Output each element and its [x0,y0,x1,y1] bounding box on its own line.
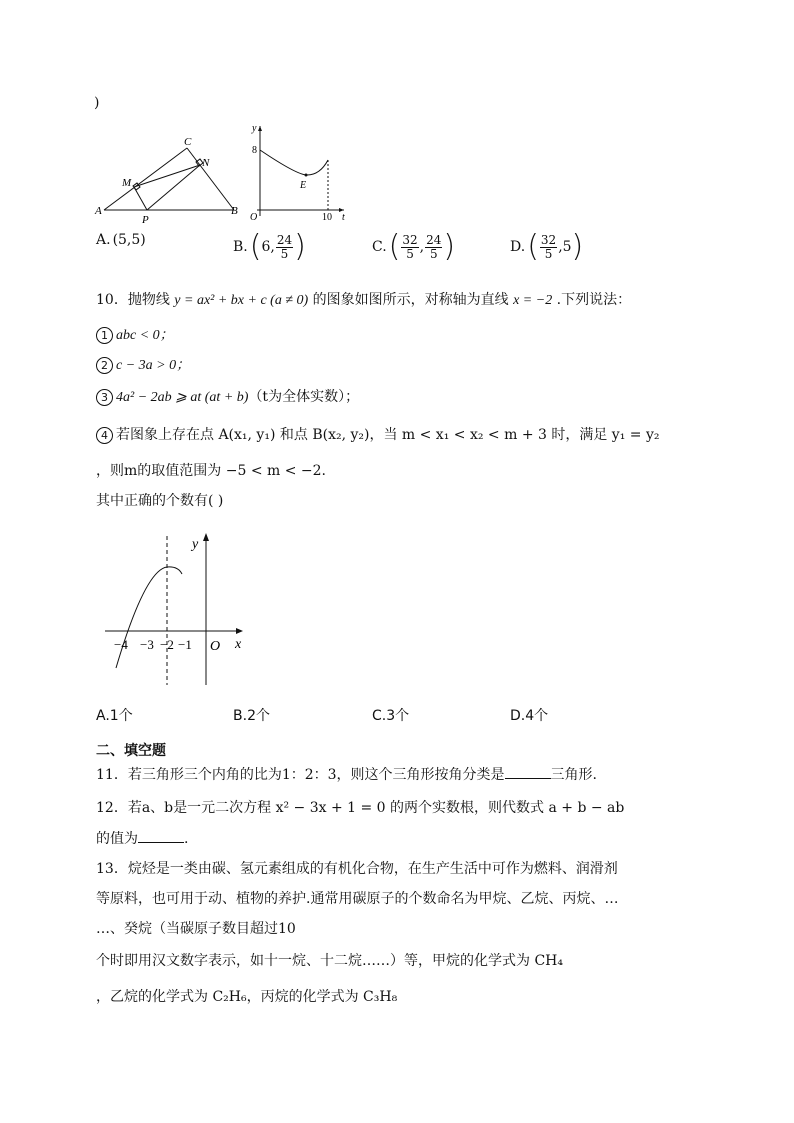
triangle-figure [92,120,362,230]
q11: 11．若三角形三个内角的比为1：2：3，则这个三角形按角分类是 三角形. [96,764,597,784]
q10-option-d[interactable]: D.4个 [510,708,549,724]
label-E: E [300,180,307,191]
graph-t-label: t [342,212,345,223]
q11-blank[interactable] [505,764,551,779]
parabola-y-label: y [192,537,199,552]
parabola-tick-neg4: −4 [114,637,128,652]
q10-item-1: 1 abc < 0； [96,324,174,344]
parabola-x-label: x [235,637,242,652]
q9-option-b[interactable]: B. ( 6, $\frac{24}{5}$ ) [233,229,306,264]
q12-line2: 的值为 . [96,828,188,848]
q10-option-c[interactable]: C.3个 [372,708,410,724]
parabola-tick-neg2: −2 [160,637,174,652]
q13-line-4: 个时即用汉文数字表示，如十一烷、十二烷……）等，甲烷的化学式为 CH₄ [96,953,563,969]
parabola-tick-neg3: −3 [140,637,154,652]
q13-line-5: ，乙烷的化学式为 C₂H₆，丙烷的化学式为 C₃H₈ [96,989,398,1005]
label-M: M [122,177,132,189]
graph-x-tick: 10 [322,212,332,223]
q10-item-4-cont: ，则m的取值范围为 −5 < m < −2. [96,463,326,479]
q10-option-a[interactable]: A.1个 [96,708,133,724]
parabola-origin: O [210,639,221,654]
q9-option-a[interactable]: A. (5,5) [96,232,146,248]
q9-option-d[interactable]: D. ( $\frac{32}{5}$ ,5 ) [510,229,584,264]
q12-blank[interactable] [138,828,184,843]
q13-line-3: …、癸烷（当碳原子数目超过10 [96,921,296,937]
q13-line-2: 等原料，也可用于动、植物的养护.通常用碳原子的个数命名为甲烷、乙烷、丙烷、… [96,891,619,907]
graph-y-label: y [252,123,257,134]
label-C: C [184,136,192,148]
graph-y-tick: 8 [252,145,257,156]
label-B: B [231,205,238,217]
q10-option-b[interactable]: B.2个 [233,708,270,724]
parabola-tick-neg1: −1 [178,637,192,652]
top-paren: ) [94,95,100,111]
q10-item-2: 2 c − 3a > 0； [96,354,190,374]
section-title: 二、填空题 [96,743,166,759]
q12-line1: 12．若a、b是一元二次方程 x² − 3x + 1 = 0 的两个实数根，则代数式 a + b − ab [96,800,625,816]
parabola-figure [100,530,260,690]
q13-line-1: 13．烷烃是一类由碳、氢元素组成的有机化合物，在生产生活中可作为燃料、润滑剂 [96,861,618,877]
q10-item-4: 4 若图象上存在点 A(x₁, y₁) 和点 B(x₂, y₂)，当 m < x₁ < x₂ < m + 3 时，满足 y₁ = y₂ [96,424,659,444]
graph-origin: O [250,212,258,223]
label-P: P [142,214,149,226]
label-N: N [202,157,210,169]
q10-item-3: 3 4a² − 2ab ⩾ at (at + b)（t为全体实数）； [96,386,359,406]
q10-stem: 10．抛物线 y = ax² + bx + c (a ≠ 0) 的图象如图所示，对称轴为直线 x = −2 .下列说法： [96,292,632,308]
label-A: A [95,205,102,217]
q10-question: 其中正确的个数有( ) [96,493,224,509]
q9-option-c[interactable]: C. ( $\frac{32}{5}$ , $\frac{24}{5}$ ) [372,229,456,264]
